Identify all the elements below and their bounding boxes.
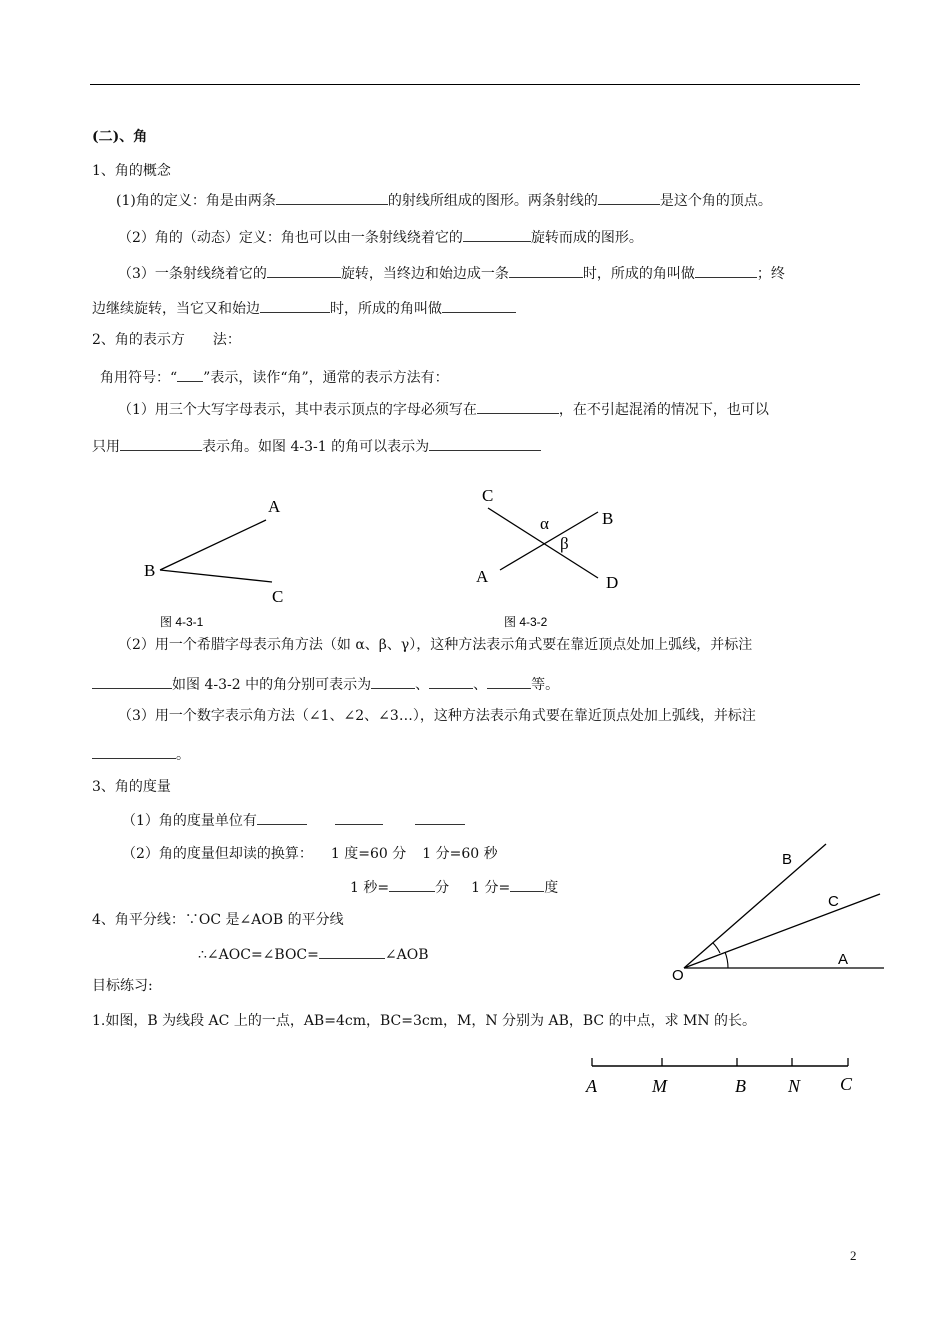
label-a: A — [268, 497, 281, 516]
label-alpha: α — [540, 514, 549, 533]
figure-4-3-2 — [470, 482, 650, 632]
header-rule — [90, 84, 860, 85]
s1-rotation-line: （3）一条射线绕着它的 旋转，当终边和始边成一条 时，所成的角叫做 ；终 — [118, 263, 785, 283]
s2-single-letter-line: 只用 表示角。如图 4-3-1 的角可以表示为 — [92, 436, 541, 456]
s4-heading: 4、角平分线：∵OC 是∠AOB 的平分线 — [92, 912, 344, 928]
s1-rotation-line-2: 边继续旋转，当它又和始边 时，所成的角叫做 — [92, 298, 516, 318]
label-beta: β — [560, 534, 569, 553]
ray-ba — [160, 520, 266, 570]
s2-symbol-line: 角用符号：“ ”表示，读作“角”，通常的表示方法有： — [100, 367, 449, 387]
page-number: 2 — [850, 1248, 857, 1263]
bisector-figure — [670, 836, 890, 986]
label-a: A — [476, 567, 489, 586]
label-b: B — [144, 561, 156, 580]
s2-three-letter-line: （1）用三个大写字母表示，其中表示顶点的字母必须写在 ，在不引起混淆的情况下，也可以 — [118, 399, 769, 419]
s1-dynamic-def-line: （2）角的（动态）定义：角也可以由一条射线绕着它的 旋转而成的图形。 — [118, 227, 643, 247]
s2-number-line: （3）用一个数字表示角方法（∠1、∠2、∠3…），这种方法表示角式要在靠近顶点处加上弧线，并标注 — [118, 708, 756, 724]
s3-units-line: （1）角的度量单位有 — [122, 810, 465, 830]
label-o: O — [672, 967, 684, 984]
s3-heading: 3、角的度量 — [92, 779, 171, 795]
label-m: M — [652, 1076, 667, 1096]
s1-def-line: (1)角的定义：角是由两条 的射线所组成的图形。两条射线的 是这个角的顶点。 — [116, 190, 772, 210]
s2-greek-line: （2）用一个希腊字母表示角方法（如 α、β、γ），这种方法表示角式要在靠近顶点处加上弧线，并标注 — [118, 637, 753, 653]
arc-aoc — [725, 952, 728, 968]
label-n: N — [788, 1076, 801, 1096]
s2-heading: 2、角的表示方 法： — [92, 332, 241, 348]
ray-oc — [684, 894, 880, 968]
label-b: B — [782, 851, 793, 868]
segment-figure — [580, 1050, 870, 1100]
practice-heading: 目标练习: — [92, 978, 153, 994]
figure-4-3-1 — [130, 490, 310, 640]
s3-conversion-line: （2）角的度量但却读的换算： 1 度=60 分 1 分=60 秒 — [122, 846, 498, 862]
section-title: (二)、角 — [92, 129, 148, 145]
label-c: C — [482, 486, 494, 505]
caption-4-3-2: 图 4-3-2 — [504, 615, 548, 629]
ray-ob — [684, 844, 826, 968]
label-a: A — [586, 1076, 597, 1096]
s3-conversion-line-2: 1 秒= 分 1 分= 度 — [350, 877, 558, 897]
label-a: A — [838, 951, 849, 968]
label-c: C — [828, 893, 839, 910]
s2-number-line-2: 。 — [92, 744, 190, 764]
line-ab — [500, 512, 598, 570]
arc-cob — [713, 943, 720, 953]
s1-heading: 1、角的概念 — [92, 163, 171, 179]
s4-conclusion: ∴∠AOC=∠BOC= ∠AOB — [198, 944, 428, 964]
label-d: D — [606, 573, 619, 592]
ray-bc — [160, 570, 272, 582]
label-c: C — [840, 1074, 853, 1094]
label-b: B — [735, 1076, 746, 1096]
caption-4-3-1: 图 4-3-1 — [160, 615, 204, 629]
label-b: B — [602, 509, 614, 528]
label-c: C — [272, 587, 284, 606]
practice-q1: 1.如图，B 为线段 AC 上的一点，AB=4cm，BC=3cm，M，N 分别为 AB，BC 的中点，求 MN 的长。 — [92, 1013, 757, 1029]
s2-greek-line-2: 如图 4-3-2 中的角分别可表示为 、 、 等。 — [92, 674, 559, 694]
